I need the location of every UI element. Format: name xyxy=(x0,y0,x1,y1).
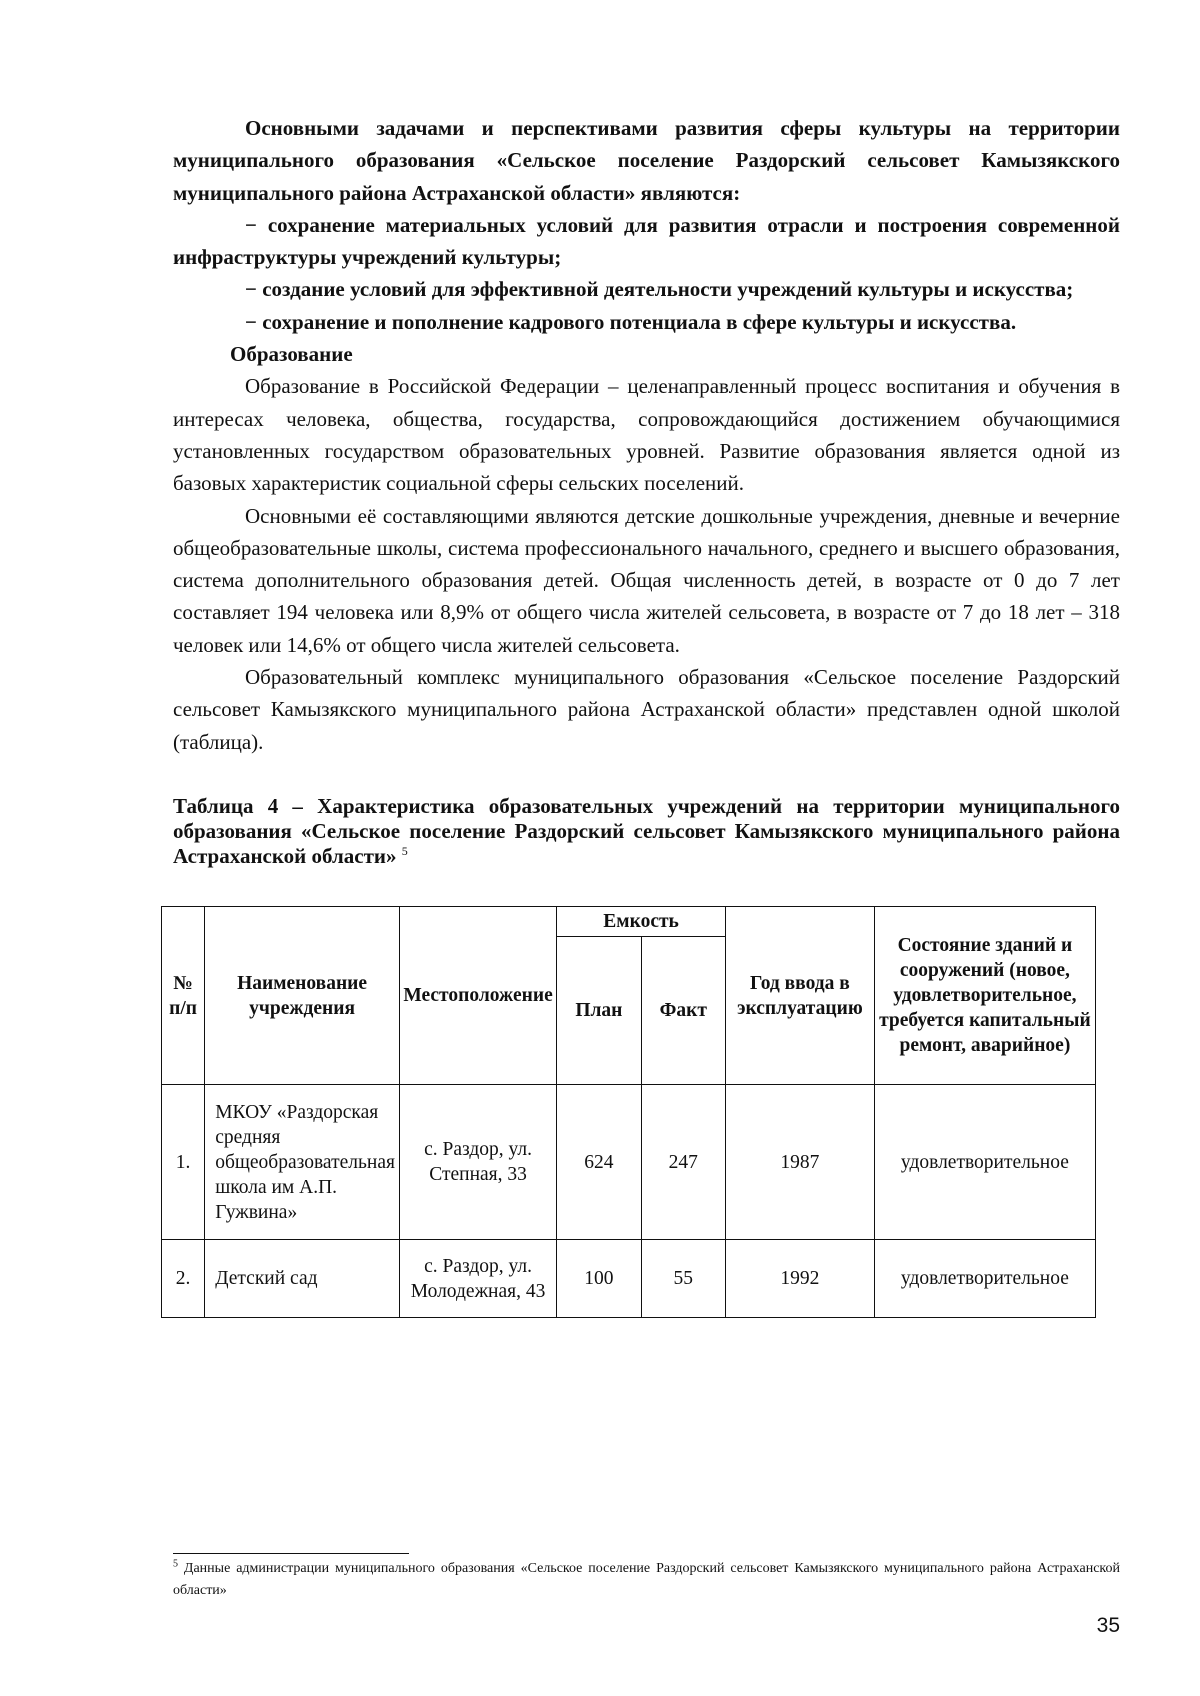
footnote xyxy=(173,1558,1120,1602)
cell-fact: 55 xyxy=(641,1240,725,1318)
cell-year: 1987 xyxy=(726,1085,875,1240)
cell-plan: 624 xyxy=(557,1085,641,1240)
table-caption-text: Таблица 4 – Характеристика образовательных учреждений на территории муниципального образования «Сельское поселение Раздорский сельсовет Камызякского муниципального района Астраханской области» xyxy=(173,793,1120,868)
cell-num: 2. xyxy=(162,1240,205,1318)
footnote-separator xyxy=(173,1553,409,1554)
education-paragraph-3: Образовательный комплекс муниципального образования «Сельское поселение Раздорский сельсовет Камызякского муниципального района Астраханской области» представлен одной школой (таблица). xyxy=(173,665,1120,754)
cell-location: с. Раздор, ул. Молодежная, 43 xyxy=(399,1240,556,1318)
education-institutions-table xyxy=(161,906,1096,1318)
header-name: Наименование учреждения xyxy=(205,907,400,1085)
education-heading: Образование xyxy=(230,342,353,367)
header-capacity: Емкость xyxy=(557,907,726,937)
education-paragraph-1: Образование в Российской Федерации – целенаправленный процесс воспитания и обучения в интересах человека, общества, государства, сопровождающийся достижением обучающимися установленных государством образовательных уровней. Развитие образования является одной из базовых характеристик социальной сферы сельских поселений. xyxy=(173,374,1120,496)
cell-condition: удовлетворительное xyxy=(874,1085,1095,1240)
culture-task-item-2: − создание условий для эффективной деятельности учреждений культуры и искусства; xyxy=(245,277,1074,302)
cell-condition: удовлетворительное xyxy=(874,1240,1095,1318)
header-year: Год ввода в эксплуатацию xyxy=(726,907,875,1085)
table-row xyxy=(162,1085,1096,1240)
header-location: Местоположение xyxy=(399,907,556,1085)
table-caption xyxy=(173,794,1120,869)
header-plan: План xyxy=(557,937,641,1085)
page-number: 35 xyxy=(1096,1614,1120,1637)
cell-year: 1992 xyxy=(726,1240,875,1318)
cell-fact: 247 xyxy=(641,1085,725,1240)
footnote-text: Данные администрации муниципального образования «Сельское поселение Раздорский сельсовет Камызякского муниципального района Астраханской области» xyxy=(173,1561,1120,1598)
header-fact: Факт xyxy=(641,937,725,1085)
culture-task-item-1: − сохранение материальных условий для развития отрасли и построения современной инфраструктуры учреждений культуры; xyxy=(173,212,1120,270)
education-paragraph-2: Основными её составляющими являются детские дошкольные учреждения, дневные и вечерние общеобразовательные школы, система профессионального начального, среднего и высшего образования, система дополнительного образования детей. Общая численность детей, в возрасте от 0 до 7 лет составляет 194 человека или 8,9% от общего числа жителей сельсовета, в возрасте от 7 до 18 лет – 318 человек или 14,6% от общего числа жителей сельсовета. xyxy=(173,503,1120,657)
table-caption-footnote-ref: 5 xyxy=(401,843,408,858)
cell-num: 1. xyxy=(162,1085,205,1240)
header-num: № п/п xyxy=(162,907,205,1085)
culture-tasks-paragraph: Основными задачами и перспективами развития сферы культуры на территории муниципального образования «Сельское поселение Раздорский сельсовет Камызякского муниципального района Астраханской области» являются: xyxy=(173,116,1120,205)
cell-name: Детский сад xyxy=(205,1240,400,1318)
cell-plan: 100 xyxy=(557,1240,641,1318)
cell-location: с. Раздор, ул. Степная, 33 xyxy=(399,1085,556,1240)
document-page xyxy=(173,112,1120,869)
culture-task-item-3: − сохранение и пополнение кадрового потенциала в сфере культуры и искусства. xyxy=(245,309,1017,334)
cell-name: МКОУ «Раздорская средняя общеобразовательная школа им А.П. Гужвина» xyxy=(205,1085,400,1240)
header-condition: Состояние зданий и сооружений (новое, удовлетворительное, требуется капитальный ремонт, аварийное) xyxy=(874,907,1095,1085)
footnote-number: 5 xyxy=(173,1558,178,1570)
table-row xyxy=(162,1240,1096,1318)
